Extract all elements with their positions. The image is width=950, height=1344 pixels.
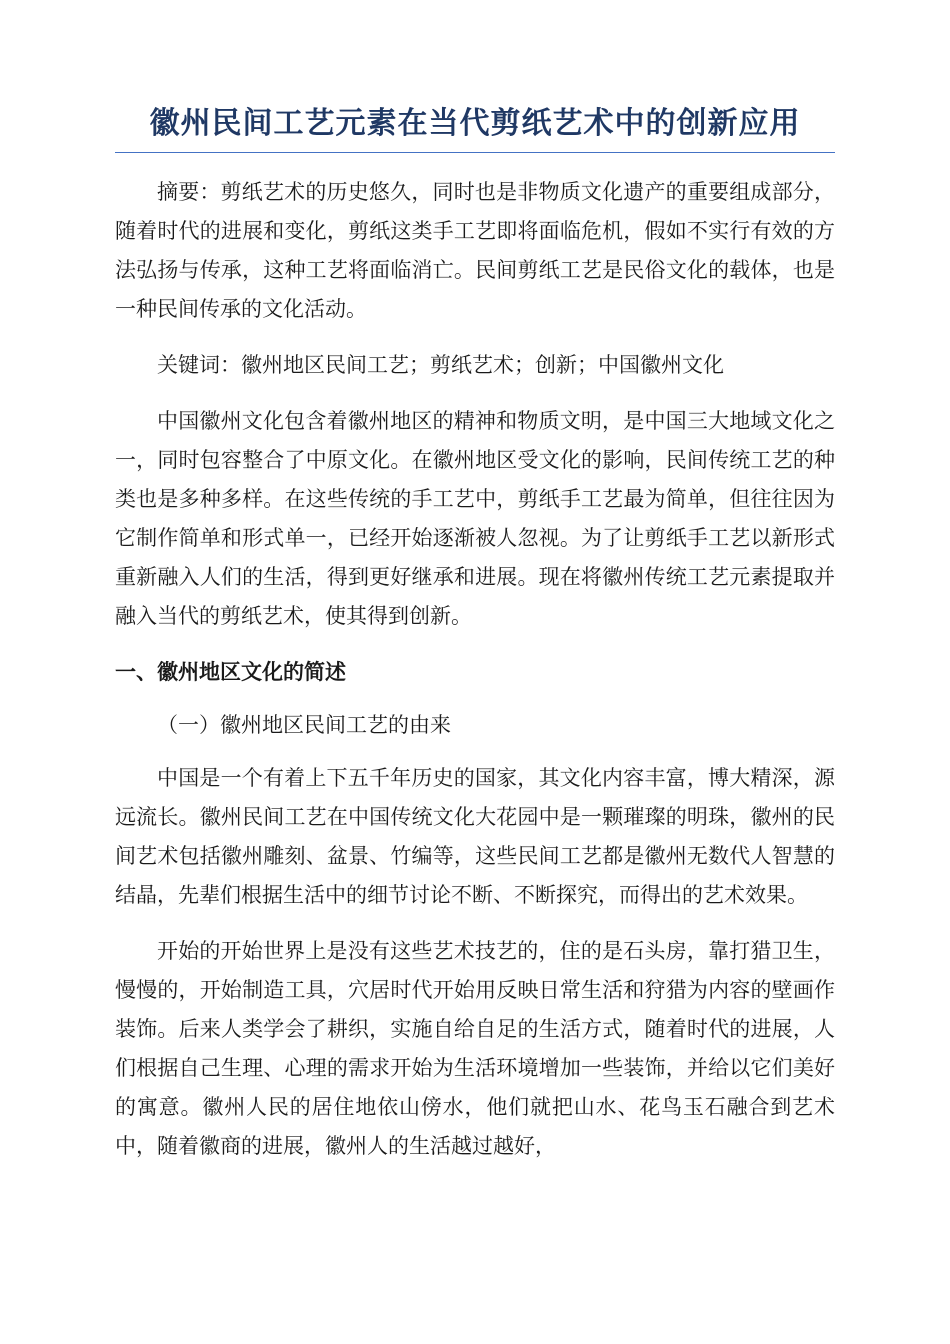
section-heading: 一、徽州地区文化的简述 — [115, 660, 346, 684]
origin-paragraph: 开始的开始世界上是没有这些艺术技艺的，住的是石头房，靠打猎卫生，慢慢的，开始制造工具，穴居时代开始用反映日常生活和狩猎为内容的壁画作装饰。后来人类学会了耕织，实施自给自足的生活方式，随着时代的进展，人们根据自己生理、心理的需求开始为生活环境增加一些装饰，并给以它们美好的寓意。徽州人民的居住地依山傍水，他们就把山水、花鸟玉石融合到艺术中，随着徽商的进展，徽州人的生活越过越好， — [115, 939, 835, 1158]
subsection-heading: （一）徽州地区民间工艺的由来 — [157, 713, 451, 737]
history-paragraph: 中国是一个有着上下五千年历史的国家，其文化内容丰富，博大精深，源远流长。徽州民间工艺在中国传统文化大花园中是一颗璀璨的明珠，徽州的民间艺术包括徽州雕刻、盆景、竹编等，这些民间工艺都是徽州无数代人智慧的结晶，先辈们根据生活中的细节讨论不断、不断探究，而得出的艺术效果。 — [115, 766, 835, 907]
document-title: 徽州民间工艺元素在当代剪纸艺术中的创新应用 — [115, 100, 835, 153]
intro-paragraph: 中国徽州文化包含着徽州地区的精神和物质文明，是中国三大地域文化之一，同时包容整合了中原文化。在徽州地区受文化的影响，民间传统工艺的种类也是多种多样。在这些传统的手工艺中，剪纸手工艺最为简单，但往往因为它制作简单和形式单一，已经开始逐渐被人忽视。为了让剪纸手工艺以新形式重新融入人们的生活，得到更好继承和进展。现在将徽州传统工艺元素提取并融入当代的剪纸艺术，使其得到创新。 — [115, 409, 835, 628]
abstract-paragraph: 摘要：剪纸艺术的历史悠久，同时也是非物质文化遗产的重要组成部分，随着时代的进展和变化，剪纸这类手工艺即将面临危机，假如不实行有效的方法弘扬与传承，这种工艺将面临消亡。民间剪纸工艺是民俗文化的载体，也是一种民间传承的文化活动。 — [115, 180, 835, 321]
document-page — [115, 100, 835, 1183]
keywords-paragraph: 关键词：徽州地区民间工艺；剪纸艺术；创新；中国徽州文化 — [157, 353, 724, 377]
